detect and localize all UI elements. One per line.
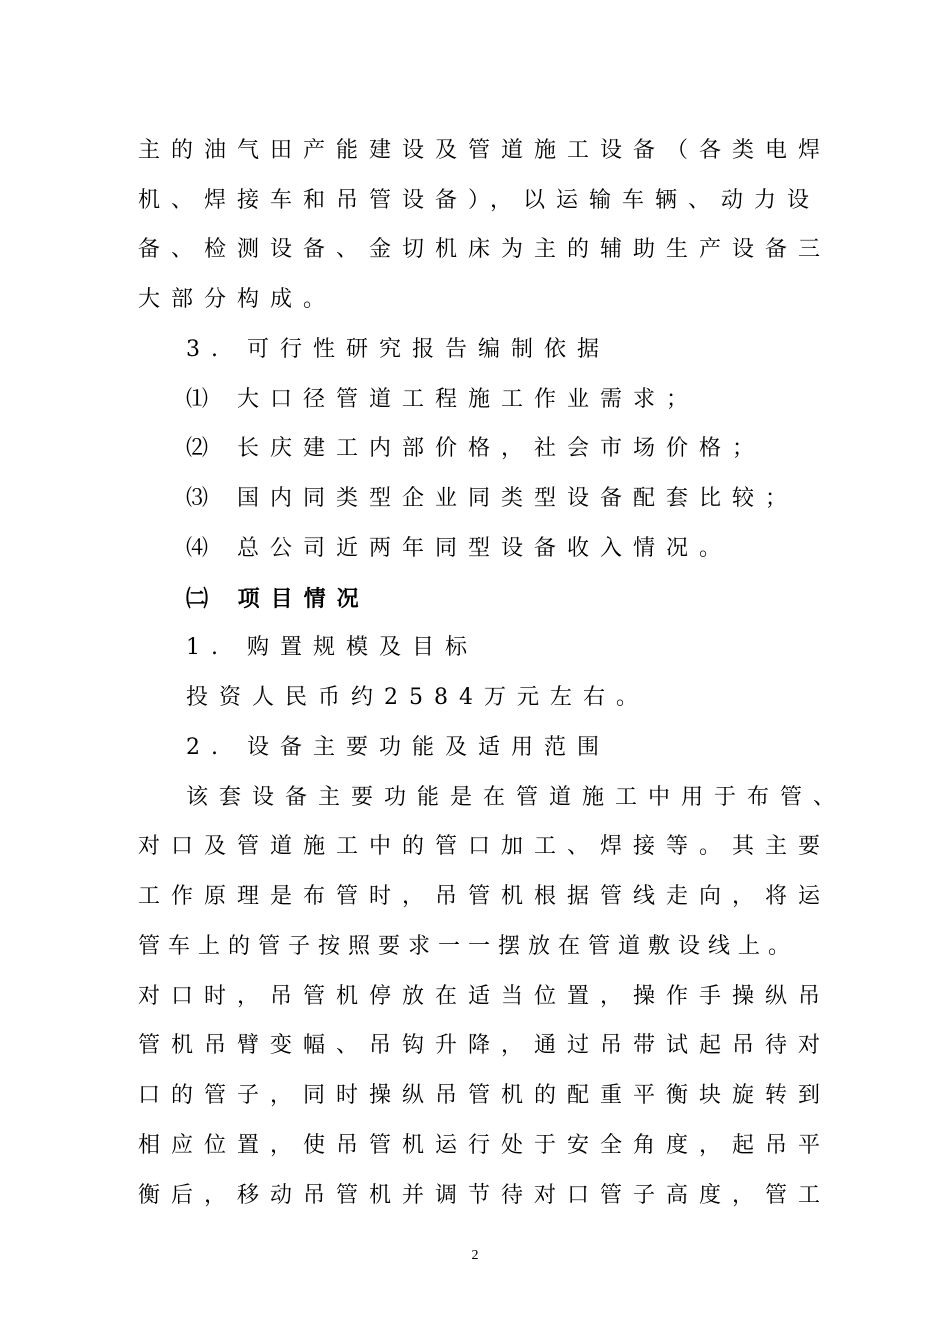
body-text-line: 口的管子，同时操纵吊管机的配重平衡块旋转到 [138,1083,832,1108]
body-text-line: 衡后，移动吊管机并调节待对口管子高度，管工 [138,1183,832,1208]
page-number: 2 [471,1248,479,1263]
list-item: ⑴ 大口径管道工程施工作业需求； [186,387,699,412]
body-text-line: 备、检测设备、金切机床为主的辅助生产设备三 [138,237,832,262]
section-heading: 2. 设备主要功能及适用范围 [186,735,610,760]
section-heading: 3. 可行性研究报告编制依据 [186,337,610,362]
chapter-heading: ㈡ 项目情况 [186,586,370,612]
body-text-line: 大部分构成。 [138,287,337,312]
body-text-line: 管车上的管子按照要求一一摆放在管道敷设线上。 [138,934,799,959]
section-heading: 1. 购置规模及目标 [186,635,478,660]
body-text-line: 该套设备主要功能是在管道施工中用于布管、 [186,785,847,810]
list-item: ⑵ 长庆建工内部价格，社会市场价格； [186,436,765,461]
body-text-line: 对口时，吊管机停放在适当位置，操作手操纵吊 [138,984,832,1009]
body-text-line: 机、焊接车和吊管设备），以运输车辆、动力设 [138,188,821,213]
list-item: ⑶ 国内同类型企业同类型设备配套比较； [186,486,798,511]
body-text-line: 投资人民币约2584万元左右。 [186,685,649,710]
body-text-line: 工作原理是布管时，吊管机根据管线走向，将运 [138,884,832,909]
body-text-line: 管机吊臂变幅、吊钩升降，通过吊带试起吊待对 [138,1033,832,1058]
list-item: ⑷ 总公司近两年同型设备收入情况。 [186,536,732,561]
body-text-line: 相应位置，使吊管机运行处于安全角度，起吊平 [138,1133,832,1158]
body-text-line: 对口及管道施工中的管口加工、焊接等。其主要 [138,834,832,859]
body-text-line: 主的油气田产能建设及管道施工设备（各类电焊 [138,138,832,163]
